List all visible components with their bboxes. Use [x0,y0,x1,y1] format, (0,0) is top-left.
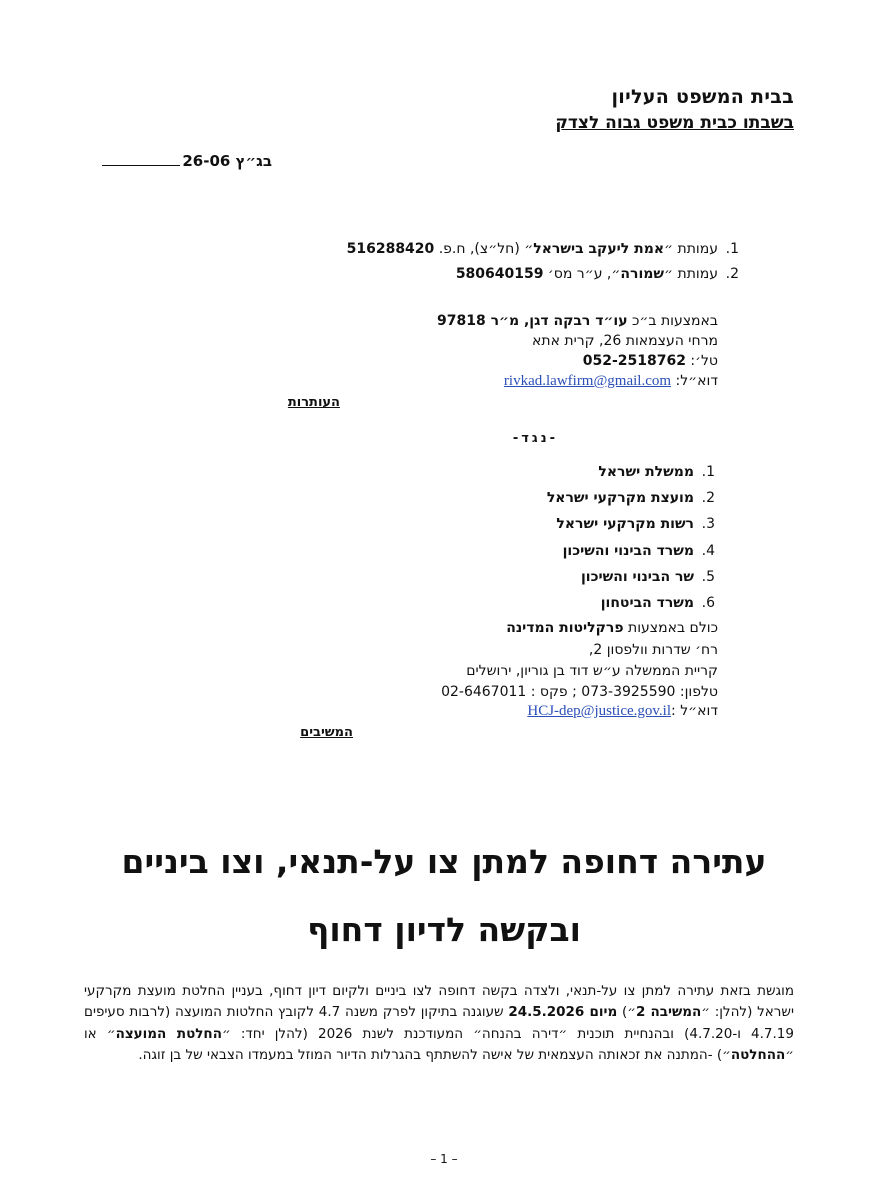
defined-term: ההחלטה [730,1046,786,1063]
respondent-5: שר הבינוי והשיכון [580,569,694,585]
counsel-email: דוא״ל: rivkad.lawfirm@gmail.com [503,373,718,389]
opening-paragraph: מוגשת בזאת עתירה למתן צו על-תנאי, ולצדה בקשה דחופה לצו ביניים ולקיום דיון דחוף, בעניין החלטת מועצת מקרקעי ישראל (להלן: ״המשיבה 2״) מיום 24.5.2026 שעוגנה בתיקון לפרק משנה 4.7 לקובץ החלטות המועצה (לרבות סעיפים 4.7.19 ו-4.7.20) ובהנחיית תוכנית ״דירה בהנחה״ המעודכנת לשנת 2026 (להלן יחד: ״החלטת המועצה״ או ״ההחלטה״) -המתנה את זכאותה העצמאית של אישה להשתתף בהגרלות הדיור המוזל במעמדו הצבאי של בן זוגה. [84,983,794,1063]
respondents-email-link[interactable]: HCJ-dep@justice.gov.il [527,703,672,719]
counsel-phone-number: 052-2518762 [582,353,686,369]
respondent-4: משרד הבינוי והשיכון [562,543,694,559]
respondent-6: משרד הביטחון [600,595,694,611]
petition-title-line-2: ובקשה לדיון דחוף [307,910,581,949]
respondents-label: המשיבים [300,725,353,740]
respondent-number: 5. [701,569,715,585]
petitioner-2-name: שמורה [620,266,665,282]
respondents-counsel: כולם באמצעות פרקליטות המדינה [506,620,718,636]
petitioner-2-id: 580640159 [455,266,544,282]
court-name: בבית המשפט העליון [611,86,794,108]
petitioner-1: עמותת ״אמת ליעקב בישראל״ (חל״צ), ח.פ. 516288420 [346,241,718,257]
counsel-phone: טל׳: 052-2518762 [582,353,718,369]
petitioners-counsel: באמצעות ב״כ עו״ד רבקה דגן, מ״ר 97818 [437,313,718,329]
respondent-1: ממשלת ישראל [598,464,694,480]
petitioner-number: 2. [725,266,739,282]
counsel-address: מרחי העצמאות 26, קרית אתא [532,333,718,349]
respondent-number: 1. [701,464,715,480]
petitioner-1-id: 516288420 [346,241,435,257]
petitioners-label: העותרות [287,395,340,410]
respondent-3: רשות מקרקעי ישראל [556,516,694,532]
petition-title-line-1: עתירה דחופה למתן צו על-תנאי, וצו ביניים [121,842,767,881]
respondents-address-1: רח׳ שדרות וולפסון 2, [588,642,718,658]
petitioner-1-name: אמת ליעקב בישראל [533,241,665,257]
defined-term: החלטת המועצה [115,1025,222,1042]
respondent-number: 4. [701,543,715,559]
respondent-number: 6. [701,595,715,611]
respondents-address-2: קריית הממשלה ע״ש דוד בן גוריון, ירושלים [466,663,718,679]
decision-date: מיום 24.5.2026 [508,1004,618,1021]
against-divider: -נגד- [512,431,558,446]
case-number-blank-line [102,165,180,166]
respondents-phone-fax: טלפון: 073-3925590 ; פקס : 02-6467011 [441,684,718,700]
case-number-text: בג״ץ 26-06 [182,152,272,170]
respondent-2: מועצת מקרקעי ישראל [546,490,694,506]
petitioner-number: 1. [725,241,739,257]
defined-term: המשיבה 2 [635,1004,702,1021]
page-number: – 1 – [430,1152,458,1166]
state-attorney-name: פרקליטות המדינה [506,620,624,636]
counsel-name: עו״ד רבקה דגן, מ״ר 97818 [437,313,628,329]
respondents-email: דוא״ל :HCJ-dep@justice.gov.il [527,703,718,719]
court-capacity: בשבתו כבית משפט גבוה לצדק [555,113,794,133]
petitioner-2: עמותת ״שמורה״, ע״ר מס׳ 580640159 [455,266,718,282]
case-number [102,152,272,170]
respondent-number: 2. [701,490,715,506]
counsel-email-link[interactable]: rivkad.lawfirm@gmail.com [503,373,672,389]
respondent-number: 3. [701,516,715,532]
